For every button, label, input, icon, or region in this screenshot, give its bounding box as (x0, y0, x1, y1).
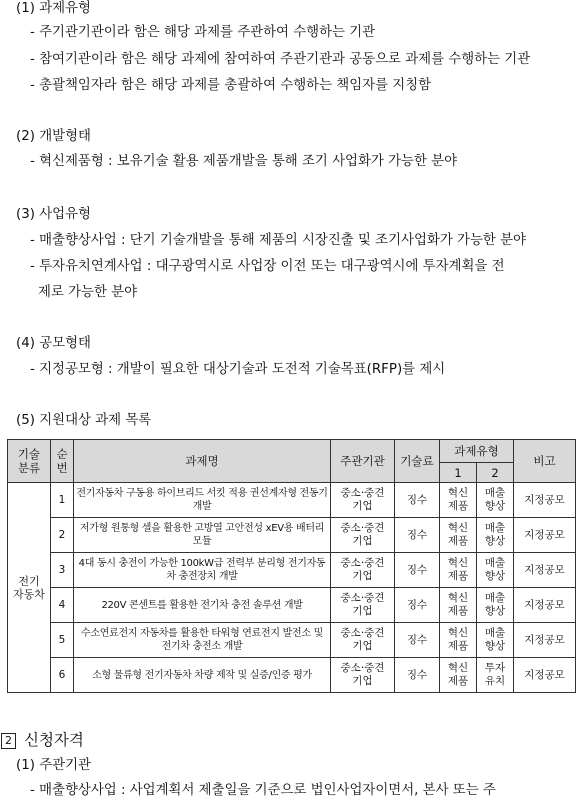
category-cell: 전기 자동차 (8, 483, 51, 693)
type-1: 혁신 제품 (440, 658, 477, 693)
lead-org: 중소·중견 기업 (331, 588, 395, 623)
section-title-dev-type: (2) 개발형태 (16, 129, 91, 144)
list-item: - 주기관기관이라 함은 해당 과제를 주관하여 수행하는 기관 (30, 25, 376, 40)
task-name: 소형 물류형 전기자동차 차량 제작 및 실증/인증 평가 (74, 658, 331, 693)
table-row (8, 518, 576, 553)
list-item: - 지정공모형 : 개발이 필요한 대상기술과 도전적 기술목표(RFP)를 제시 (30, 362, 446, 377)
row-number: 3 (51, 553, 74, 588)
type-2: 매출 향상 (477, 623, 514, 658)
tech-fee: 징수 (395, 623, 440, 658)
header-number: 순 번 (51, 440, 74, 483)
task-list-table (7, 439, 576, 693)
lead-org: 중소·중견 기업 (331, 483, 395, 518)
lead-org: 중소·중견 기업 (331, 658, 395, 693)
tech-fee: 징수 (395, 658, 440, 693)
remark: 지정공모 (514, 483, 576, 518)
lead-org: 중소·중견 기업 (331, 518, 395, 553)
remark: 지정공모 (514, 518, 576, 553)
header-remark: 비고 (514, 440, 576, 483)
section-title-task-type: (1) 과제유형 (16, 1, 91, 16)
list-item: - 총괄책임자라 함은 해당 과제를 총괄하여 수행하는 책임자를 지칭함 (30, 78, 432, 93)
task-name: 전기자동차 구동용 하이브리드 서킷 적용 권선계자형 전동기 개발 (74, 483, 331, 518)
type-2: 매출 향상 (477, 518, 514, 553)
remark: 지정공모 (514, 588, 576, 623)
header-category: 기술 분류 (8, 440, 51, 483)
list-item: - 매출향상사업 : 사업계획서 제출일을 기준으로 법인사업자이면서, 본사 또는 주 (30, 783, 496, 798)
row-number: 1 (51, 483, 74, 518)
table-row (8, 483, 576, 518)
header-type-1: 1 (440, 463, 477, 483)
type-1: 혁신 제품 (440, 518, 477, 553)
section-heading-qualification: 신청자격 (24, 731, 84, 749)
type-1: 혁신 제품 (440, 483, 477, 518)
type-2: 매출 향상 (477, 483, 514, 518)
table-row (8, 588, 576, 623)
task-name: 저가형 원통형 셀을 활용한 고방열 고안전성 xEV용 배터리 모듈 (74, 518, 331, 553)
subsection-title-lead-org: (1) 주관기관 (16, 758, 91, 773)
remark: 지정공모 (514, 623, 576, 658)
task-name: 4대 동시 충전이 가능한 100kW급 전력부 분리형 전기자동차 충전장치 개발 (74, 553, 331, 588)
type-1: 혁신 제품 (440, 623, 477, 658)
row-number: 5 (51, 623, 74, 658)
table-row (8, 623, 576, 658)
table-row (8, 658, 576, 693)
row-number: 4 (51, 588, 74, 623)
tech-fee: 징수 (395, 588, 440, 623)
tech-fee: 징수 (395, 518, 440, 553)
list-item: - 참여기관이라 함은 해당 과제에 참여하여 주관기관과 공동으로 과제를 수행하는 기관 (30, 52, 531, 67)
task-name: 수소연료전지 자동차를 활용한 타워형 연료전지 발전소 및 전기차 충전소 개발 (74, 623, 331, 658)
task-name: 220V 콘센트를 활용한 전기차 충전 솔루션 개발 (74, 588, 331, 623)
section-number-box: 2 (1, 733, 16, 749)
lead-org: 중소·중견 기업 (331, 553, 395, 588)
remark: 지정공모 (514, 553, 576, 588)
table-row (8, 553, 576, 588)
header-task-type: 과제유형 (440, 440, 514, 463)
row-number: 2 (51, 518, 74, 553)
type-1: 혁신 제품 (440, 553, 477, 588)
list-item: - 투자유치연계사업 : 대구광역시로 사업장 이전 또는 대구광역시에 투자계획을 전 (30, 259, 505, 274)
list-item-continuation: 제로 가능한 분야 (38, 285, 138, 300)
type-2: 투자 유치 (477, 658, 514, 693)
type-1: 혁신 제품 (440, 588, 477, 623)
list-item: - 혁신제품형 : 보유기술 활용 제품개발을 통해 조기 사업화가 가능한 분야 (30, 154, 458, 169)
remark: 지정공모 (514, 658, 576, 693)
type-2: 매출 향상 (477, 588, 514, 623)
tech-fee: 징수 (395, 553, 440, 588)
section-title-business-type: (3) 사업유형 (16, 207, 91, 222)
type-2: 매출 향상 (477, 553, 514, 588)
lead-org: 중소·중견 기업 (331, 623, 395, 658)
header-lead-org: 주관기관 (331, 440, 395, 483)
header-task-name: 과제명 (74, 440, 331, 483)
section-title-task-list: (5) 지원대상 과제 목록 (16, 413, 152, 428)
header-tech-fee: 기술료 (395, 440, 440, 483)
list-item: - 매출향상사업 : 단기 기술개발을 통해 제품의 시장진출 및 조기사업화가 가능한 분야 (30, 233, 526, 248)
section-title-contest-type: (4) 공모형태 (16, 336, 91, 351)
row-number: 6 (51, 658, 74, 693)
tech-fee: 징수 (395, 483, 440, 518)
header-type-2: 2 (477, 463, 514, 483)
